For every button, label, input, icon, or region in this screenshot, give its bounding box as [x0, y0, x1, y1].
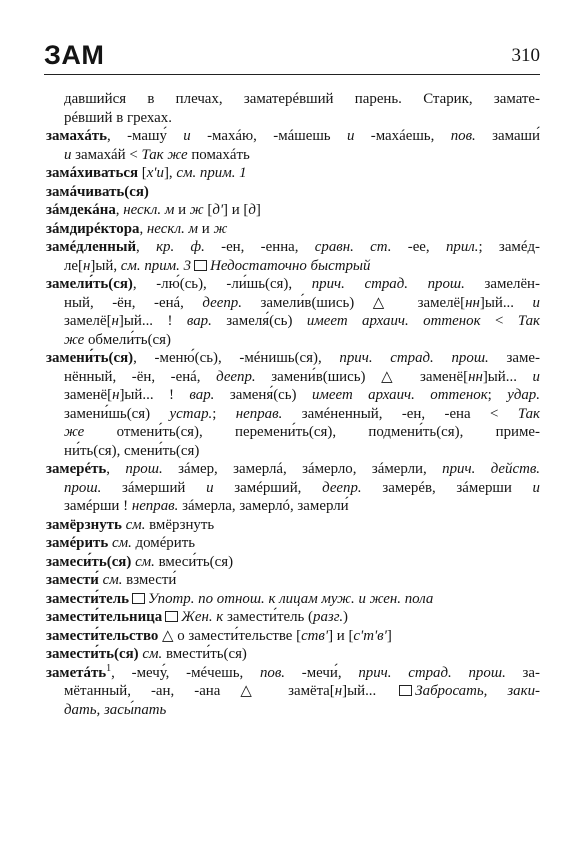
- entry-line: [46, 183, 540, 202]
- entry-text: заменё[: [64, 387, 113, 403]
- headword: замести́: [46, 572, 99, 588]
- headword: зáмдирéктора: [46, 220, 140, 237]
- page-header: [44, 38, 540, 72]
- entry-line: [46, 479, 540, 498]
- grammar-note: имеет архаич. оттенок: [306, 313, 481, 329]
- entry-line: [46, 497, 540, 516]
- entry-text: -махáешь,: [354, 128, 451, 144]
- headword: замéдленный: [46, 239, 137, 255]
- grammar-note: прил.: [445, 239, 479, 255]
- grammar-note: Забросать, заки-: [415, 683, 541, 699]
- entry-text: замени́шь(ся): [64, 405, 170, 422]
- entry-line: [46, 164, 540, 183]
- entry-text: замести́тель (: [223, 609, 313, 625]
- entry-line: [46, 349, 540, 368]
- entry-text: [: [138, 165, 147, 181]
- grammar-note: Так же: [141, 146, 188, 163]
- grammar-note: и: [64, 146, 72, 163]
- entry-text: замéненный, -ен, -ена <: [282, 405, 518, 422]
- definition-box-icon: [194, 260, 207, 271]
- entry-text: замéрши !: [64, 498, 132, 514]
- entry-text: ,: [136, 239, 157, 255]
- grammar-note: неправ.: [131, 498, 179, 514]
- headword: замáхиваться: [46, 165, 138, 181]
- entry-text: ] и [: [328, 627, 354, 644]
- grammar-note: деепр.: [216, 368, 256, 385]
- grammar-note: кр. ф.: [156, 239, 205, 255]
- headword: замéрить: [46, 535, 109, 551]
- entry-text: ;: [487, 387, 508, 403]
- dictionary-entries: [46, 90, 540, 719]
- entry-text: зáмерла, замерлó, замерли́: [178, 498, 349, 514]
- entry-text: <: [480, 313, 518, 329]
- grammar-note: прич. страд. прош.: [311, 276, 465, 292]
- grammar-note: н: [111, 313, 119, 329]
- headword: замести́тель: [46, 590, 130, 607]
- entry-line: [46, 220, 540, 239]
- grammar-note: и: [183, 128, 191, 144]
- entry-line: [46, 516, 540, 535]
- headword: замени́ть(ся): [46, 350, 134, 366]
- headword: зáмдекáна: [46, 202, 116, 218]
- entry-text: ]ый...: [479, 294, 533, 311]
- entry-text: ]ый,: [90, 257, 121, 274]
- grammar-note: Так: [517, 405, 540, 422]
- entry-text: замелён-: [464, 276, 540, 292]
- grammar-note: нескл. м: [123, 202, 175, 218]
- entry-text: ]ый...: [482, 368, 533, 385]
- entry-line: [46, 590, 540, 609]
- entry-line: [46, 146, 540, 165]
- grammar-note: н: [112, 387, 120, 403]
- headword: замести́тельство: [46, 627, 159, 644]
- entry-line: [46, 534, 540, 553]
- grammar-note: разг.: [313, 609, 344, 625]
- grammar-note: см.: [125, 516, 146, 533]
- entry-text: за-: [505, 664, 540, 681]
- entry-text: взмести́: [122, 572, 177, 588]
- entry-line: [46, 386, 540, 405]
- entry-line: [46, 701, 540, 720]
- entry-text: ;: [212, 405, 236, 422]
- entry-text: -ее,: [391, 239, 446, 255]
- grammar-note: см.: [135, 553, 155, 570]
- entry-text: рéвший в грехах.: [64, 109, 172, 126]
- entry-text: замеля́(сь): [211, 313, 307, 329]
- entry-text: замени́в(шись) △ заменё[: [255, 368, 469, 385]
- grammar-note: Употр. по отнош. к лицам муж. и жен. пола: [148, 590, 434, 607]
- grammar-note: деепр.: [322, 479, 362, 496]
- grammar-note: х'и: [146, 165, 164, 181]
- grammar-note: см.: [111, 535, 132, 551]
- entry-line: [46, 238, 540, 257]
- entry-text: ]ый...: [342, 683, 397, 699]
- entry-text: [: [203, 202, 213, 218]
- entry-text: ,: [106, 461, 126, 477]
- entry-text: △ о замести́тельстве [: [158, 627, 302, 644]
- entry-text: замéрший,: [213, 479, 323, 496]
- grammar-note: и: [532, 368, 540, 385]
- entry-line: [46, 627, 540, 646]
- grammar-note: д: [248, 202, 256, 218]
- entry-text: вмёрзнуть: [145, 516, 215, 533]
- grammar-note: и: [532, 479, 540, 496]
- grammar-note: нн: [468, 368, 483, 385]
- entry-text: ): [343, 609, 349, 625]
- grammar-note: нн: [465, 294, 480, 311]
- entry-text: зáмерший: [101, 479, 207, 496]
- entry-text: замахáй <: [71, 146, 142, 163]
- page-number: 310: [511, 45, 540, 66]
- entry-text: замели́в(шись) △ замелё[: [241, 294, 466, 311]
- grammar-note: прош.: [125, 461, 163, 477]
- entry-line: [46, 90, 540, 109]
- entry-line: [46, 608, 540, 627]
- entry-text: давшийся в плечах, заматерéвший парень. Старик, замате-: [64, 91, 540, 107]
- entry-text: -ен, -енна,: [204, 239, 315, 255]
- entry-line: [46, 312, 540, 331]
- grammar-note: вар.: [189, 387, 215, 403]
- entry-text: заменя́(сь): [214, 387, 312, 403]
- running-head-word: ЗАМ: [44, 40, 105, 70]
- entry-text: вмести́ть(ся): [162, 646, 247, 662]
- entry-text: -мечи́,: [285, 664, 359, 681]
- grammar-note: же: [64, 424, 85, 440]
- homonym-number: 1: [106, 662, 112, 674]
- entry-text: , -лю́(сь), -ли́шь(ся),: [132, 276, 312, 292]
- grammar-note: имеет архаич. оттенок: [311, 387, 488, 403]
- entry-text: и: [174, 202, 190, 218]
- grammar-note: дать, засы́пать: [64, 701, 167, 718]
- grammar-note: д': [212, 202, 224, 218]
- entry-line: [46, 331, 540, 350]
- entry-text: замелё[: [64, 313, 112, 329]
- headword: замести́ть(ся): [46, 646, 139, 662]
- grammar-note: см.: [142, 646, 163, 662]
- grammar-note: и: [346, 128, 355, 144]
- entry-line: [46, 442, 540, 461]
- grammar-note: см.: [102, 572, 123, 588]
- headword: замёрзнуть: [46, 516, 122, 533]
- headword: замели́ть(ся): [46, 276, 133, 292]
- entry-text: ный, -ён, -енá,: [64, 294, 203, 311]
- entry-text: , -мечу́, -мéчешь,: [111, 664, 260, 681]
- grammar-note: сравн. ст.: [314, 239, 392, 255]
- entry-line: [46, 127, 540, 146]
- entry-text: ,: [139, 220, 147, 237]
- entry-text: ]: [386, 627, 392, 644]
- entry-text: и: [198, 220, 214, 237]
- grammar-note: пов.: [259, 664, 286, 681]
- grammar-note: н: [83, 257, 91, 274]
- entry-text: ],: [163, 165, 177, 181]
- grammar-note: ж: [189, 202, 204, 218]
- grammar-note: устар.: [169, 405, 213, 422]
- headword: замáчивать(ся): [46, 183, 149, 200]
- headword: замеси́ть(ся): [46, 553, 132, 570]
- grammar-note: деепр.: [202, 294, 242, 311]
- grammar-note: прич. страд. прош.: [339, 350, 489, 366]
- entry-line: [46, 682, 540, 701]
- headword: заметáть: [46, 664, 107, 681]
- grammar-note: ж: [213, 220, 228, 237]
- entry-line: [46, 201, 540, 220]
- entry-line: [46, 294, 540, 313]
- grammar-note: пов.: [450, 128, 476, 144]
- entry-text: домéрить: [131, 535, 196, 551]
- entry-line: [46, 405, 540, 424]
- entry-line: [46, 275, 540, 294]
- entry-text: замерéв, зáмерши: [361, 479, 533, 496]
- grammar-note: см. прим. 1: [176, 165, 247, 181]
- entry-text: ]: [255, 202, 261, 218]
- grammar-note: Недостаточно быстрый: [210, 257, 371, 274]
- grammar-note: прич. действ.: [442, 461, 541, 477]
- entry-text: нённый, -ён, -енá,: [64, 368, 217, 385]
- entry-text: , -меню́(сь), -мéнишь(ся),: [133, 350, 340, 366]
- headword: замахáть: [46, 128, 107, 144]
- entry-text: ,: [115, 202, 124, 218]
- entry-text: ]ый... !: [118, 313, 187, 329]
- definition-box-icon: [165, 611, 178, 622]
- entry-text: ; замéд-: [478, 239, 540, 255]
- entry-line: [46, 423, 540, 442]
- entry-text: обмели́ть(ся): [84, 331, 171, 348]
- grammar-note: вар.: [186, 313, 212, 329]
- entry-line: [46, 257, 540, 276]
- entry-text: помахáть: [187, 146, 250, 163]
- entry-line: [46, 553, 540, 572]
- grammar-note: удар.: [507, 387, 540, 403]
- grammar-note: же: [64, 331, 85, 348]
- grammar-note: прич. страд. прош.: [358, 664, 506, 681]
- definition-box-icon: [132, 593, 145, 604]
- grammar-note: Жен. к: [181, 609, 224, 625]
- entry-line: [46, 571, 540, 590]
- grammar-note: неправ.: [235, 405, 283, 422]
- headword: замести́тельница: [46, 609, 163, 625]
- headword: замерéть: [46, 461, 107, 477]
- entry-line: [46, 368, 540, 387]
- entry-line: [46, 109, 540, 128]
- entry-text: , -машу́: [107, 128, 184, 144]
- grammar-note: прош.: [64, 479, 102, 496]
- entry-text: ле[: [64, 257, 83, 274]
- entry-line: [46, 645, 540, 664]
- grammar-note: ств': [301, 627, 329, 644]
- entry-text: замаши́: [475, 128, 540, 144]
- header-rule: [44, 74, 540, 75]
- grammar-note: н: [334, 683, 343, 699]
- entry-text: вмеси́ть(ся): [154, 553, 234, 570]
- entry-text: -махáю, -мáшешь: [190, 128, 347, 144]
- grammar-note: и: [532, 294, 540, 311]
- entry-text: ]ый... !: [119, 387, 190, 403]
- entry-text: ] и [: [223, 202, 249, 218]
- entry-text: зáмер, замерлá, зáмерло, зáмерли,: [162, 461, 443, 477]
- grammar-note: см. прим. 3: [120, 257, 192, 274]
- entry-line: [46, 460, 540, 479]
- definition-box-icon: [399, 685, 412, 696]
- entry-text: заме-: [488, 350, 540, 366]
- entry-text: ни́ть(ся), смени́ть(ся): [64, 442, 200, 459]
- entry-text: отмени́ть(ся), перемени́ть(ся), подмени́ть(ся), приме-: [84, 424, 540, 440]
- grammar-note: Так: [517, 313, 540, 329]
- entry-text: мётанный, -ан, -ана △ замётa[: [64, 683, 335, 699]
- grammar-note: и: [206, 479, 214, 496]
- grammar-note: нескл. м: [146, 220, 199, 237]
- grammar-note: с'т'в': [353, 627, 387, 644]
- entry-line: [46, 664, 540, 683]
